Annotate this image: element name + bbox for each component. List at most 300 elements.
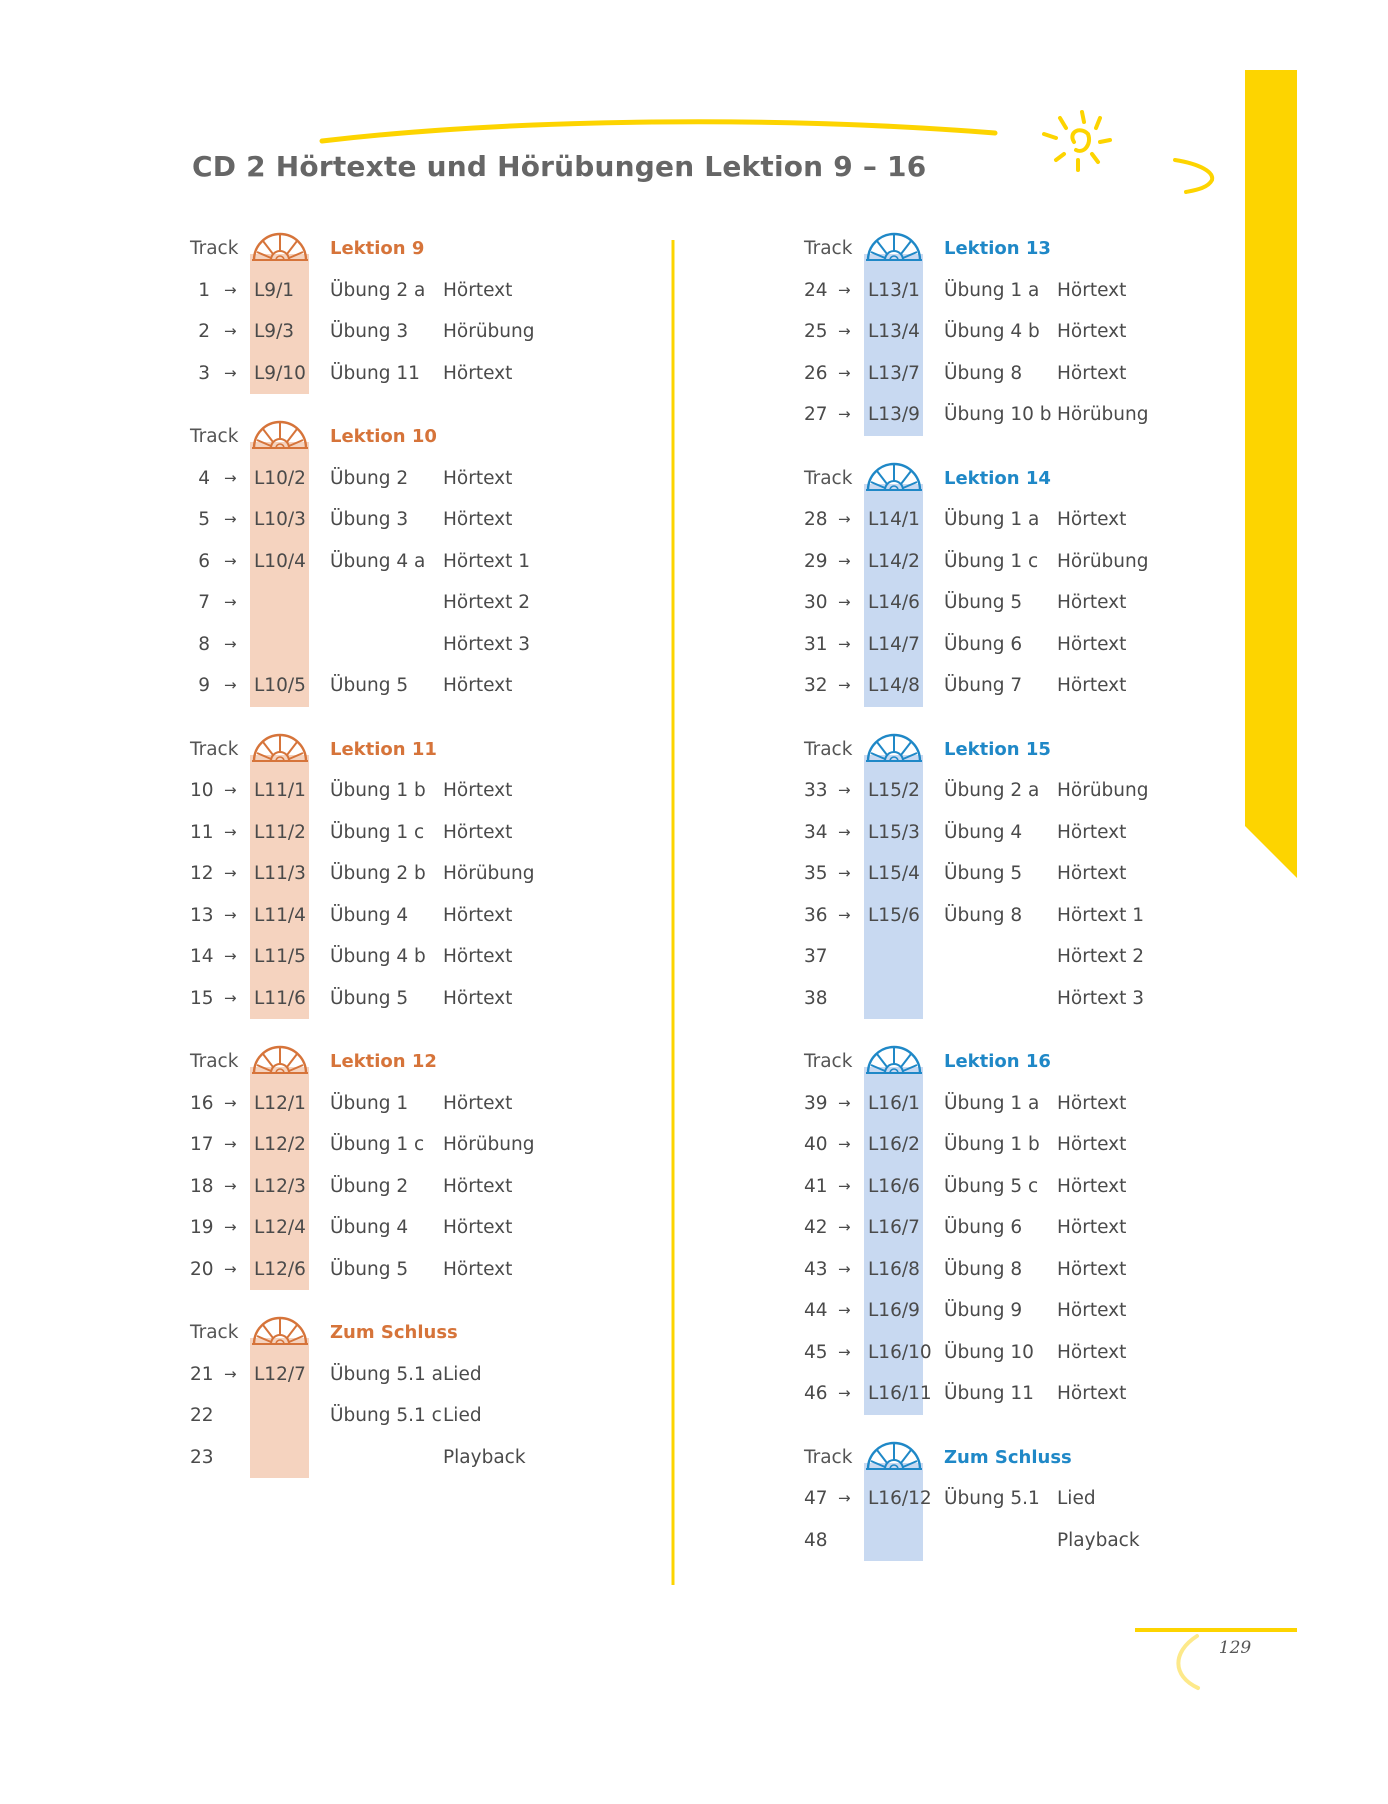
yellow-brush-stroke [322,122,995,141]
section-gap [804,707,1274,729]
arrow-icon: → [838,634,851,653]
track-row [190,895,660,937]
exercise-label: Übung 4 [944,821,1023,843]
lesson-reference: L11/4 [254,904,306,926]
track-number: 32 [804,675,828,696]
track-row [190,541,660,583]
lesson-reference: L9/10 [254,362,306,384]
track-row [804,812,1274,854]
track-row [190,1354,660,1396]
track-row [190,353,660,395]
audio-type: Hörtext [1057,279,1127,301]
arrow-icon: → [224,781,237,799]
track-row [804,394,1274,436]
cd-icon [866,1044,922,1074]
section-header [804,1437,1274,1479]
arrow-icon: → [838,1384,851,1402]
track-row [804,624,1274,666]
track-row [190,582,660,624]
arrow-icon: → [838,593,851,611]
track-number: 31 [804,633,828,655]
arrow-icon: → [224,1259,237,1278]
cd-icon [252,419,308,449]
lesson-reference: L9/3 [254,321,295,342]
section-header [190,1041,660,1083]
track-number: 12 [190,863,214,884]
exercise-label: Übung 5 [944,592,1023,613]
audio-type: Hörtext [443,675,513,696]
track-row [190,978,660,1020]
audio-type: Hörtext [443,362,513,384]
track-row [804,895,1274,937]
exercise-label: Übung 11 [330,362,420,384]
track-number: 1 [198,279,210,301]
track-row [190,311,660,353]
track-number: 24 [804,279,828,301]
track-row [804,853,1274,895]
lesson-reference: L11/3 [254,863,306,884]
section-gap [804,1561,1274,1583]
track-row [190,1249,660,1291]
track-number: 13 [190,904,214,926]
track-number: 17 [190,1134,214,1155]
lesson-reference: L14/7 [868,633,920,655]
section-gap [190,1478,660,1500]
exercise-label: Übung 6 [944,633,1023,655]
track-row [804,1207,1274,1249]
track-row [804,353,1274,395]
track-number: 27 [804,404,828,425]
exercise-label: Übung 2 [330,1175,409,1197]
lesson-section [804,1041,1274,1415]
arrow-icon: → [838,1135,851,1153]
lesson-title: Zum Schluss [944,1446,1072,1468]
lesson-reference: L14/2 [868,550,920,572]
lesson-reference: L16/9 [868,1300,920,1321]
track-number: 48 [804,1529,828,1551]
exercise-label: Übung 6 [944,1217,1023,1238]
track-row [190,1207,660,1249]
lesson-reference: L12/3 [254,1175,306,1197]
track-label: Track [804,467,853,489]
audio-type: Hörtext [443,821,513,843]
arrow-icon: → [224,1093,237,1112]
track-row [804,1124,1274,1166]
cd-icon [866,732,922,762]
lesson-reference: L15/6 [868,904,920,926]
track-row [190,1083,660,1125]
exercise-label: Übung 10 [944,1341,1034,1363]
lesson-section [190,1312,660,1478]
section-header [804,458,1274,500]
lesson-reference: L9/1 [254,279,295,301]
track-label: Track [190,738,239,760]
track-number: 19 [190,1217,214,1238]
section-header [190,416,660,458]
track-label: Track [190,238,239,259]
track-row [804,1290,1274,1332]
track-row [190,853,660,895]
track-label: Track [804,1051,853,1072]
track-label: Track [804,1446,853,1468]
track-number: 7 [198,592,210,613]
track-row [804,1373,1274,1415]
track-row [190,1124,660,1166]
track-row [190,1395,660,1437]
arrow-icon: → [838,1301,851,1319]
lesson-reference: L13/9 [868,404,920,425]
lesson-reference: L16/8 [868,1258,920,1280]
audio-type: Playback [1057,1529,1140,1551]
audio-type: Hörübung [1057,404,1149,425]
lesson-reference: L16/7 [868,1217,920,1238]
track-number: 20 [190,1258,214,1280]
audio-type: Hörtext [1057,633,1127,655]
exercise-label: Übung 5.1 a [330,1363,443,1385]
lesson-reference: L10/2 [254,467,306,489]
cd-icon [252,1044,308,1074]
lesson-reference: L10/3 [254,509,306,530]
lesson-reference: L12/6 [254,1258,306,1280]
track-row [190,1166,660,1208]
track-number: 45 [804,1341,828,1363]
lesson-reference: L14/1 [868,509,920,530]
exercise-label: Übung 7 [944,675,1023,696]
exercise-label: Übung 8 [944,1258,1023,1280]
audio-type: Hörtext [1057,1300,1127,1321]
exercise-label: Übung 10 b [944,404,1052,425]
track-row [804,665,1274,707]
track-row [804,1166,1274,1208]
track-number: 36 [804,904,828,926]
lesson-reference: L14/6 [868,592,920,613]
exercise-label: Übung 5 [944,863,1023,884]
right-column [804,228,1274,1583]
audio-type: Hörtext [1057,362,1127,384]
exercise-label: Übung 1 a [944,1092,1040,1114]
audio-type: Hörtext [1057,509,1127,530]
arrow-icon: → [224,1218,237,1236]
exercise-label: Übung 3 [330,509,409,530]
track-number: 43 [804,1258,828,1280]
track-number: 39 [804,1092,828,1114]
audio-type: Playback [443,1446,526,1468]
track-number: 44 [804,1300,828,1321]
arrow-icon: → [224,905,237,924]
exercise-label: Übung 1 a [944,509,1040,530]
track-number: 18 [190,1175,214,1197]
arrow-icon: → [224,676,237,694]
lesson-title: Lektion 13 [944,238,1051,259]
lesson-reference: L13/1 [868,279,920,301]
arrow-icon: → [224,1364,237,1383]
arrow-icon: → [838,1093,851,1112]
lesson-reference: L16/10 [868,1341,932,1363]
lesson-section [190,729,660,1020]
cd-icon [252,1315,308,1345]
lesson-title: Lektion 10 [330,426,437,447]
cd-icon [252,732,308,762]
track-number: 33 [804,780,828,801]
audio-type: Hörtext 2 [443,592,530,613]
track-number: 2 [198,321,210,342]
arrow-icon: → [838,1342,851,1361]
audio-type: Hörtext [1057,321,1127,342]
audio-type: Hörtext [1057,1134,1127,1155]
page-number: 129 [1218,1638,1252,1658]
exercise-label: Übung 5 [330,987,409,1009]
audio-type: Hörtext [443,987,513,1009]
exercise-label: Übung 5 [330,675,409,696]
arrow-icon: → [838,551,851,570]
audio-type: Hörtext [443,1175,513,1197]
exercise-label: Übung 2 [330,467,409,489]
lesson-reference: L11/2 [254,821,306,843]
exercise-label: Übung 1 [330,1092,409,1114]
lesson-section [804,458,1274,707]
track-number: 28 [804,509,828,530]
page-title: CD 2 Hörtexte und Hörübungen Lektion 9 – 16 [192,150,927,183]
track-number: 40 [804,1134,828,1155]
section-header [804,729,1274,771]
exercise-label: Übung 8 [944,362,1023,384]
exercise-label: Übung 5.1 c [330,1405,442,1426]
audio-type: Hörübung [443,863,535,884]
track-number: 47 [804,1488,828,1509]
audio-type: Hörtext 3 [443,633,530,655]
audio-type: Hörtext [443,1258,513,1280]
audio-type: Lied [443,1405,482,1426]
audio-type: Hörtext 3 [1057,987,1144,1009]
track-number: 4 [198,467,210,489]
track-number: 16 [190,1092,214,1114]
lesson-reference: L16/6 [868,1175,920,1197]
track-label: Track [190,1051,239,1072]
cd-icon [866,231,922,261]
track-row [804,1083,1274,1125]
lesson-title: Lektion 9 [330,238,425,259]
audio-type: Lied [443,1363,482,1385]
exercise-label: Übung 1 b [944,1134,1040,1155]
track-row [190,624,660,666]
track-number: 35 [804,863,828,884]
track-row [804,1520,1274,1562]
audio-type: Hörtext [1057,1217,1127,1238]
track-row [190,812,660,854]
track-row [190,1437,660,1479]
arrow-icon: → [838,905,851,924]
lesson-reference: L15/2 [868,780,920,801]
lesson-title: Lektion 16 [944,1051,1051,1072]
audio-type: Hörtext [443,780,513,801]
section-header [804,228,1274,270]
track-row [190,458,660,500]
audio-type: Hörtext [443,1217,513,1238]
track-number: 21 [190,1363,214,1385]
exercise-label: Übung 9 [944,1300,1023,1321]
lesson-reference: L11/5 [254,946,306,967]
lesson-title: Lektion 11 [330,738,437,760]
lesson-section [190,228,660,394]
arrow-icon: → [838,1218,851,1236]
cd-icon [866,1440,922,1470]
arrow-icon: → [838,676,851,694]
lesson-reference: L12/2 [254,1134,306,1155]
track-number: 10 [190,780,214,801]
audio-type: Hörübung [443,321,535,342]
lesson-reference: L13/4 [868,321,920,342]
section-header [190,729,660,771]
track-number: 6 [198,550,210,572]
track-number: 22 [190,1405,214,1426]
arrow-icon: → [224,551,237,570]
arrow-icon: → [838,405,851,423]
arrow-icon: → [224,634,237,653]
track-row [804,541,1274,583]
track-number: 23 [190,1446,214,1468]
lesson-reference: L12/1 [254,1092,306,1114]
exercise-label: Übung 4 [330,1217,409,1238]
lesson-section [190,416,660,707]
exercise-label: Übung 5 c [944,1175,1039,1197]
section-gap [190,1290,660,1312]
lesson-reference: L16/12 [868,1488,932,1509]
arrow-icon: → [224,988,237,1007]
section-gap [190,707,660,729]
track-number: 46 [804,1383,828,1404]
audio-type: Hörtext [1057,1092,1127,1114]
arrow-icon: → [224,947,237,965]
arrow-icon: → [838,781,851,799]
arrow-icon: → [838,1259,851,1278]
track-row [190,499,660,541]
section-header [804,1041,1274,1083]
lesson-reference: L11/6 [254,987,306,1009]
lesson-section [804,729,1274,1020]
arrow-icon: → [838,1489,851,1507]
track-row [190,270,660,312]
audio-type: Hörtext [1057,592,1127,613]
audio-type: Hörtext [443,467,513,489]
track-number: 14 [190,946,214,967]
arrow-icon: → [838,864,851,882]
lesson-reference: L16/11 [868,1383,932,1404]
audio-type: Hörtext [1057,1175,1127,1197]
lesson-reference: L12/7 [254,1363,306,1385]
section-gap [804,1019,1274,1041]
audio-type: Hörübung [1057,550,1149,572]
track-number: 30 [804,592,828,613]
footer-arc [1178,1636,1198,1688]
track-row [804,770,1274,812]
lesson-title: Lektion 15 [944,738,1051,760]
section-gap [190,394,660,416]
arrow-icon: → [224,822,237,841]
exercise-label: Übung 5 [330,1258,409,1280]
exercise-label: Übung 1 a [944,279,1040,301]
section-header [190,1312,660,1354]
track-row [804,582,1274,624]
arrow-icon: → [838,510,851,528]
track-row [804,978,1274,1020]
track-label: Track [804,738,853,760]
arrow-icon: → [224,363,237,382]
section-gap [804,436,1274,458]
exercise-label: Übung 1 c [330,821,425,843]
track-label: Track [190,1322,239,1343]
track-row [804,1249,1274,1291]
track-row [804,1478,1274,1520]
exercise-label: Übung 2 a [330,279,426,301]
yellow-swoosh [1175,160,1212,192]
arrow-icon: → [224,864,237,882]
track-row [804,311,1274,353]
section-header [190,228,660,270]
track-number: 34 [804,821,828,843]
lesson-reference: L16/1 [868,1092,920,1114]
arrow-icon: → [224,468,237,487]
lesson-reference: L10/5 [254,675,306,696]
track-number: 38 [804,987,828,1009]
exercise-label: Übung 1 c [330,1134,425,1155]
lesson-title: Lektion 14 [944,467,1051,489]
track-row [190,770,660,812]
exercise-label: Übung 2 a [944,780,1040,801]
section-gap [190,1019,660,1041]
exercise-label: Übung 4 b [944,321,1040,342]
lesson-section [804,1437,1274,1562]
audio-type: Hörtext [1057,863,1127,884]
lesson-reference: L14/8 [868,675,920,696]
lesson-reference: L10/4 [254,550,306,572]
lesson-title: Lektion 12 [330,1051,437,1072]
lesson-reference: L11/1 [254,780,306,801]
audio-type: Hörtext [1057,675,1127,696]
exercise-label: Übung 2 b [330,863,426,884]
track-number: 15 [190,987,214,1009]
audio-type: Hörtext [443,946,513,967]
exercise-label: Übung 11 [944,1383,1034,1404]
exercise-label: Übung 1 b [330,780,426,801]
track-number: 11 [190,821,214,843]
arrow-icon: → [838,822,851,841]
track-number: 8 [198,633,210,655]
track-number: 37 [804,946,828,967]
arrow-icon: → [838,322,851,340]
lesson-title: Zum Schluss [330,1322,458,1343]
exercise-label: Übung 4 b [330,946,426,967]
track-row [190,936,660,978]
arrow-icon: → [838,1176,851,1195]
audio-type: Hörtext 2 [1057,946,1144,967]
track-row [804,270,1274,312]
arrow-icon: → [224,593,237,611]
arrow-icon: → [224,510,237,528]
lesson-section [190,1041,660,1290]
track-number: 42 [804,1217,828,1238]
track-number: 25 [804,321,828,342]
arrow-icon: → [224,322,237,340]
audio-type: Hörtext [443,279,513,301]
track-number: 9 [198,675,210,696]
track-row [804,1332,1274,1374]
audio-type: Hörtext 1 [443,550,530,572]
track-number: 26 [804,362,828,384]
track-row [190,665,660,707]
audio-type: Hörtext [443,509,513,530]
lesson-reference: L15/4 [868,863,920,884]
track-row [804,499,1274,541]
